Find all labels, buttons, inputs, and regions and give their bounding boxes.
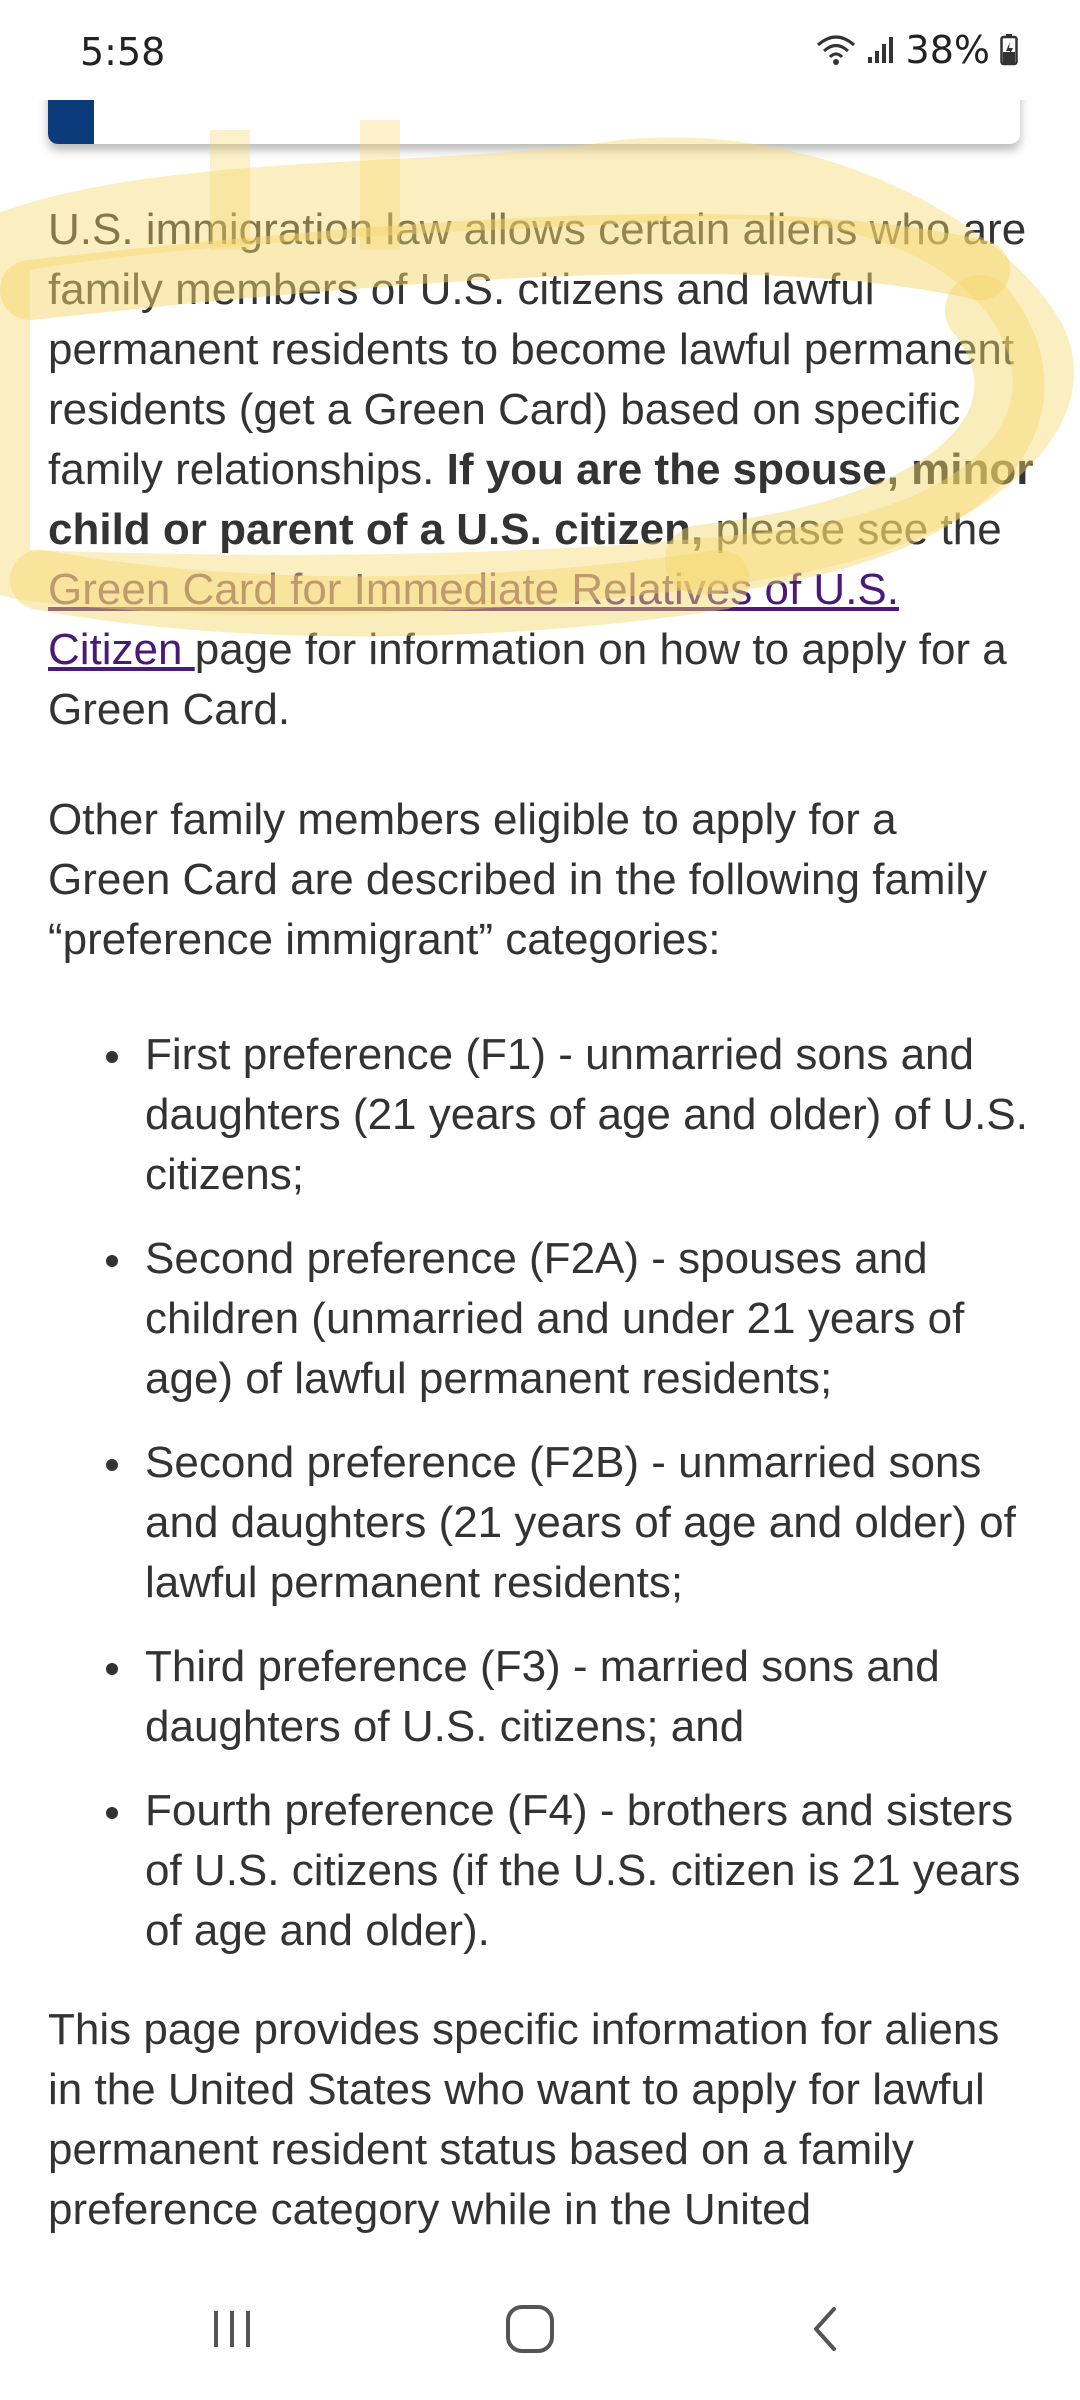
- list-item-text: First preference (F1) - unmarried sons and daughters (21 years of age and older) of U.S. citizens;: [145, 1030, 1028, 1199]
- status-icons: [816, 28, 1018, 72]
- list-item-text: Second preference (F2A) - spouses and children (unmarried and under 21 years of age) of lawful permanent residents;: [145, 1234, 965, 1403]
- list-item-text: Fourth preference (F4) - brothers and sisters of U.S. citizens (if the U.S. citizen is 21 years of age and older).: [145, 1786, 1021, 1955]
- bullet-icon: [106, 1459, 118, 1471]
- intro-paragraph: [48, 200, 1038, 740]
- back-icon: [806, 2303, 846, 2360]
- recents-icon: [208, 2305, 256, 2358]
- back-button[interactable]: [726, 2262, 926, 2400]
- bullet-icon: [106, 1255, 118, 1267]
- list-item: [48, 1637, 1048, 1757]
- list-item: [48, 1229, 1048, 1409]
- status-time: 5:58: [80, 30, 166, 74]
- list-item: [48, 1025, 1048, 1205]
- intro-text-2: please see the: [703, 505, 1002, 554]
- preference-list: [48, 1025, 1048, 1985]
- home-icon: [504, 2303, 556, 2360]
- bullet-icon: [106, 1051, 118, 1063]
- intro-text-3: page for information on how to apply for a Green Card.: [48, 625, 1007, 734]
- recents-button[interactable]: [132, 2262, 332, 2400]
- signal-icon: [866, 35, 896, 65]
- list-item: [48, 1781, 1048, 1961]
- battery-percent: 38%: [905, 28, 990, 72]
- system-nav-bar: [0, 2262, 1080, 2400]
- bullet-icon: [106, 1663, 118, 1675]
- bullet-icon: [106, 1807, 118, 1819]
- home-button[interactable]: [430, 2262, 630, 2400]
- battery-icon: [1000, 34, 1018, 66]
- preference-intro-paragraph: Other family members eligible to apply for a Green Card are described in the following family “preference immigrant” categories:: [48, 795, 988, 964]
- intro-text-1: U.S. immigration law allows certain aliens who are family members of U.S. citizens and lawful permanent residents to become lawful permanent residents (get a Green Card) based on specific family relationships.: [48, 205, 1027, 494]
- wifi-icon: [816, 33, 856, 67]
- info-paragraph: This page provides specific information for aliens in the United States who want to apply for lawful permanent resident status based on a family preference category while in the United: [48, 2005, 1000, 2234]
- list-item-text: Third preference (F3) - married sons and daughters of U.S. citizens; and: [145, 1642, 940, 1751]
- list-item: [48, 1433, 1048, 1613]
- list-item-text: Second preference (F2B) - unmarried sons and daughters (21 years of age and older) of lawful permanent residents;: [145, 1438, 1016, 1607]
- immediate-relatives-link[interactable]: Green Card for Immediate Relatives of U.S. Citizen: [48, 565, 899, 674]
- status-bar: [0, 0, 1080, 100]
- intro-bold-text: If you are the spouse, minor child or parent of a U.S. citizen,: [48, 445, 1034, 554]
